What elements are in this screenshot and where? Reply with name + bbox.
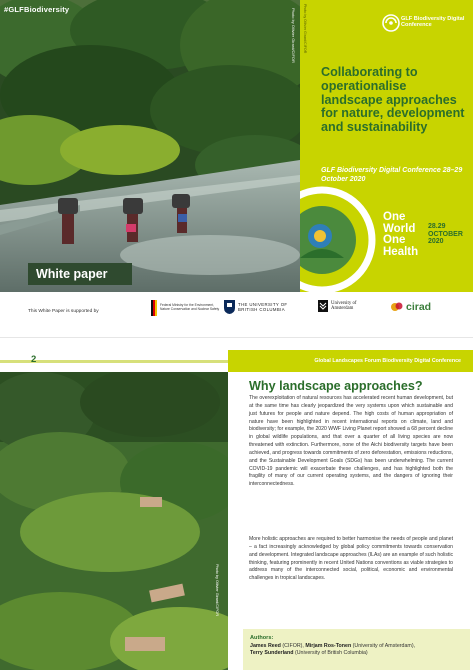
author-name: Terry Sunderland <box>250 650 294 657</box>
uva-logo-icon <box>318 300 328 312</box>
cover-title: Collaborating to operationalise landscape approaches for nature, development and sustainability <box>321 65 465 135</box>
body-paragraph: The overexploitation of natural resources has accelerated recent human development, but at the same time has clearly jeopardized the very systems upon which sustainable and just futures for people and nature depend. The high costs of human appropriation of nature have been highlighted in recent international reports on climate, land and biodiversity; for example, the 2020 WWF Living Planet report showed a 68 percent decline in global wildlife populations, and that over a quarter of all living species are now threatened with extinction. Furthermore, none of the Aichi biodiversity targets have been achieved, and progress towards commitments of zero deforestation, emissions reductions, and the Sustainable Development Goals (SDGs) has been underwhelming. The current COVID-19 pandemic will exacerbate these challenges, and has highlighted both the fragility of many of our current operating systems, and the dangers of ignoring their interconnectedness. <box>249 395 453 488</box>
health-word-one-2: One <box>383 234 406 246</box>
health-word-health: Health <box>383 245 419 258</box>
author-affiliation: (University of Amsterdam), <box>352 643 416 649</box>
sponsor-ubc-name: THE UNIVERSITY OF BRITISH COLUMBIA <box>238 302 288 312</box>
author-affiliation: (CIFOR), <box>282 643 304 649</box>
health-word-one: One <box>383 211 406 223</box>
cover-title-panel <box>300 0 473 292</box>
sponsor-bmu-name: Federal Ministry for the Environment, Nature Conservation and Nuclear Safety <box>160 303 220 311</box>
page-number: 2 <box>31 354 37 365</box>
page-header-band <box>0 350 473 372</box>
authors-block <box>243 629 470 670</box>
sponsor-uva <box>318 300 379 312</box>
hashtag: #GLFBiodiversity <box>4 5 70 14</box>
one-health-circle-icon <box>300 180 382 292</box>
inner-page <box>0 337 473 670</box>
sponsor-cirad <box>390 300 431 314</box>
sponsor-uva-name: University of Amsterdam <box>331 300 357 311</box>
white-paper-label: White paper <box>28 263 132 285</box>
inner-photo-credit: Photo by Ollivier Girard/CIFOR <box>215 564 219 617</box>
section-title: Why landscape approaches? <box>249 379 423 393</box>
date-year: 2020 <box>428 238 444 246</box>
conference-dates <box>428 223 463 246</box>
date-month: OCTOBER <box>428 230 463 238</box>
cover-photo <box>0 0 300 292</box>
date-days: 28.29 <box>428 223 446 230</box>
german-flag-icon <box>151 300 157 316</box>
authors-line <box>250 650 470 657</box>
authors-line <box>250 643 470 650</box>
cirad-logo-icon <box>390 300 404 314</box>
conference-logo-text: GLF Biodiversity Digital Conference <box>401 16 465 29</box>
author-name: James Reed <box>250 643 281 649</box>
header-title: Global Landscapes Forum Biodiversity Digital Conference <box>314 358 461 364</box>
body-paragraph: More holistic approaches are required to better harmonise the needs of people and planet – a fact increasingly acknowledged by global policy commitments towards conservation and development. Integrated landscape approaches (ILAs) are an example of such holistic thinking, featuring prominently in recent United Nations conventions as viable strategies to address many of the interconnected social, political, economic and environmental challenges in tropical landscapes. <box>249 536 453 582</box>
panel-photo-credit: Photo by Ollivier Girard/CIFOR <box>303 4 307 54</box>
supported-by-text: This White Paper is supported by <box>28 309 99 314</box>
landscape-photo <box>0 372 228 670</box>
authors-heading: Authors: <box>250 635 274 641</box>
author-affiliation: (University of British Columbia) <box>294 650 368 657</box>
photo-credit: Photo by Ollivier Girard/CIFOR <box>291 8 296 63</box>
cover-page <box>0 0 473 333</box>
sponsor-bmu <box>151 300 222 316</box>
ubc-crest-icon <box>224 300 235 314</box>
cover-subtitle: GLF Biodiversity Digital Conference 28–29 October 2020 <box>321 167 463 183</box>
health-word-world: World <box>383 222 416 235</box>
glf-logo-icon <box>382 14 400 32</box>
sponsor-ubc <box>224 300 296 314</box>
author-name: Mirjam Ros-Tonen <box>305 643 352 649</box>
one-health-wordmark <box>383 212 418 258</box>
sponsor-cirad-name: cirad <box>406 301 432 313</box>
